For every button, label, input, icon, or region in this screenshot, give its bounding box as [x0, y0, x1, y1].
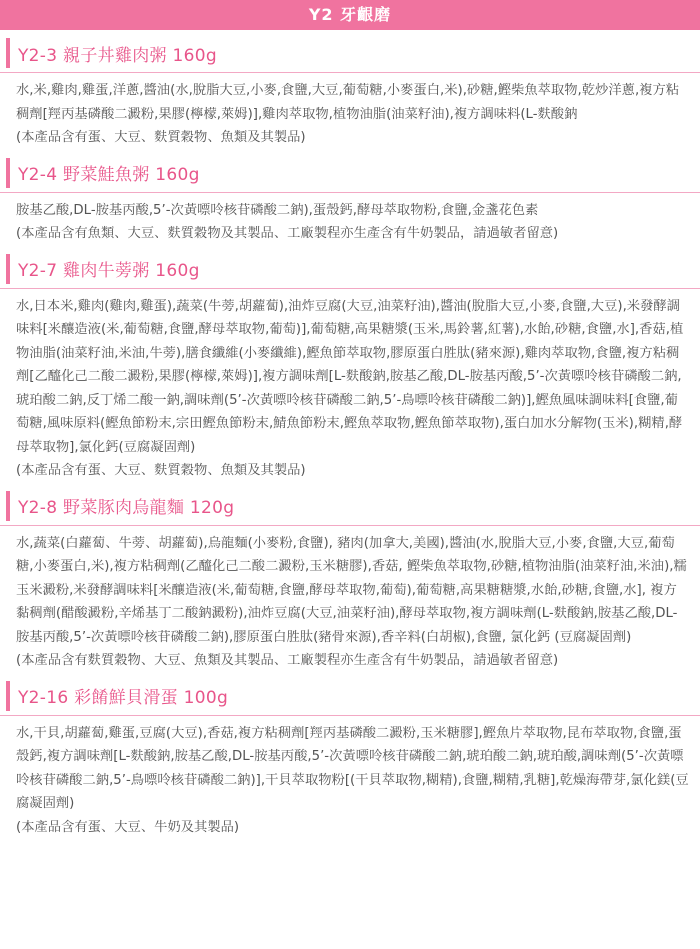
allergen-note: (本產品含有蛋、大豆、牛奶及其製品): [16, 819, 240, 835]
divider: [0, 715, 700, 716]
ingredients-text: 水,日本米,雞肉(雞肉,雞蛋),蔬菜(牛蒡,胡蘿蔔),油炸豆腐(大豆,油菜籽油),醬油(脫脂大豆,小麥,食鹽,大豆),米發酵調味料[米釀造液(米,葡萄糖,食鹽,酵母萃取物,葡萄)],葡萄糖,高果糖漿(玉米,馬鈴薯,紅薯),水飴,砂糖,食鹽,水],香菇,植物油脂(油菜籽油,米油,牛蒡),膳食纖維(小麥纖維),鰹魚節萃取物,膠原蛋白胜肽(豬來源),雞肉萃取物,食鹽,複方粘稠劑[乙醯化己二酸二澱粉,果膠(檸檬,萊姆)],複方調味劑[L-麩酸鈉,胺基乙酸,DL-胺基丙酸,5’-次黃嘌呤核苷磷酸二鈉,琥珀酸二鈉,反丁烯二酸一鈉,調味劑(5’-次黃嘌呤核苷磷酸二鈉,5’-鳥嘌呤核苷磷酸二鈉)],鰹魚風味調味料[食鹽,葡萄糖,風味原料(鰹魚節粉末,宗田鰹魚節粉末,鯖魚節粉末,鰹魚萃取物,鰹魚節萃取物),蛋白加水分解物(玉米),糊精,酵母萃取物],氯化鈣(豆腐凝固劑): [16, 298, 684, 455]
product-section: [0, 491, 700, 673]
product-title: Y2-4 野菜鮭魚粥 160g: [6, 158, 700, 188]
product-title: Y2-16 彩餚鮮貝滑蛋 100g: [6, 681, 700, 711]
allergen-note: (本產品含有魚類、大豆、麩質穀物及其製品、工廠製程亦生產含有牛奶製品，請過敏者留意): [16, 226, 559, 241]
ingredients-text: 水,蔬菜(白蘿蔔、牛蒡、胡蘿蔔),烏龍麵(小麥粉,食鹽), 豬肉(加拿大,美國),醬油(水,脫脂大豆,小麥,食鹽,大豆,葡萄糖,小麥蛋白,米),複方粘稠劑(乙醯化己二酸二澱粉,玉米糖膠),香菇, 鰹柴魚萃取物,砂糖,植物油脂(油菜籽油,米油),糯玉米澱粉,米發酵調味料[米釀造液(米,葡萄糖,食鹽,酵母萃取物,葡萄),葡萄糖,高果糖糖漿,水飴,砂糖,食鹽,水], 複方黏稠劑(醋酸澱粉,辛烯基丁二酸鈉澱粉),油炸豆腐(大豆,油菜籽油),酵母萃取物,複方調味劑(L-麩酸鈉,胺基乙酸,DL-胺基丙酸,5’-次黃嘌呤核苷磷酸二鈉),膠原蛋白胜肽(豬骨來源),香辛料(白胡椒),食鹽, 氯化鈣 (豆腐凝固劑): [16, 535, 687, 645]
page-title: Y2 牙齦磨: [308, 5, 392, 24]
ingredients-text: 水,米,雞肉,雞蛋,洋蔥,醬油(水,脫脂大豆,小麥,食鹽,大豆,葡萄糖,小麥蛋白,米),砂糖,鰹柴魚萃取物,乾炒洋蔥,複方粘稠劑[羥丙基磷酸二澱粉,果膠(檸檬,萊姆)],雞肉萃取物,植物油脂(油菜籽油),複方調味料(L-麩酸鈉: [16, 83, 680, 122]
divider: [0, 192, 700, 193]
page-header: [0, 0, 700, 30]
allergen-note: (本產品含有蛋、大豆、麩質穀物、魚類及其製品): [16, 130, 306, 145]
ingredients-text: 胺基乙酸,DL-胺基丙酸,5’-次黃嘌呤核苷磷酸二鈉),蛋殼鈣,酵母萃取物粉,食鹽,金盞花色素: [16, 202, 539, 218]
product-section: [0, 158, 700, 246]
product-section: [0, 38, 700, 150]
allergen-note: (本產品含有蛋、大豆、麩質穀物、魚類及其製品): [16, 463, 306, 478]
product-section: [0, 681, 700, 840]
divider: [0, 288, 700, 289]
product-title: Y2-7 雞肉牛蒡粥 160g: [6, 254, 700, 284]
product-title: Y2-3 親子丼雞肉粥 160g: [6, 38, 700, 68]
product-title: Y2-8 野菜豚肉烏龍麵 120g: [6, 491, 700, 521]
allergen-note: (本產品含有麩質穀物、大豆、魚類及其製品、工廠製程亦生產含有牛奶製品，請過敏者留意): [16, 653, 559, 668]
divider: [0, 525, 700, 526]
ingredients-text: 水,干貝,胡蘿蔔,雞蛋,豆腐(大豆),香菇,複方粘稠劑[羥丙基磷酸二澱粉,玉米糖膠],鰹魚片萃取物,昆布萃取物,食鹽,蛋殼鈣,複方調味劑[L-麩酸鈉,胺基乙酸,DL-胺基丙酸,5’-次黃嘌呤核苷磷酸二鈉,琥珀酸二鈉,琥珀酸,調味劑(5’-次黃嘌呤核苷磷酸二鈉,5’-鳥嘌呤核苷磷酸二鈉)],干貝萃取物粉[(干貝萃取物,糊精),食鹽,糊精,乳糖],乾燥海帶芽,氯化鎂(豆腐凝固劑): [16, 725, 689, 811]
divider: [0, 72, 700, 73]
product-section: [0, 254, 700, 483]
